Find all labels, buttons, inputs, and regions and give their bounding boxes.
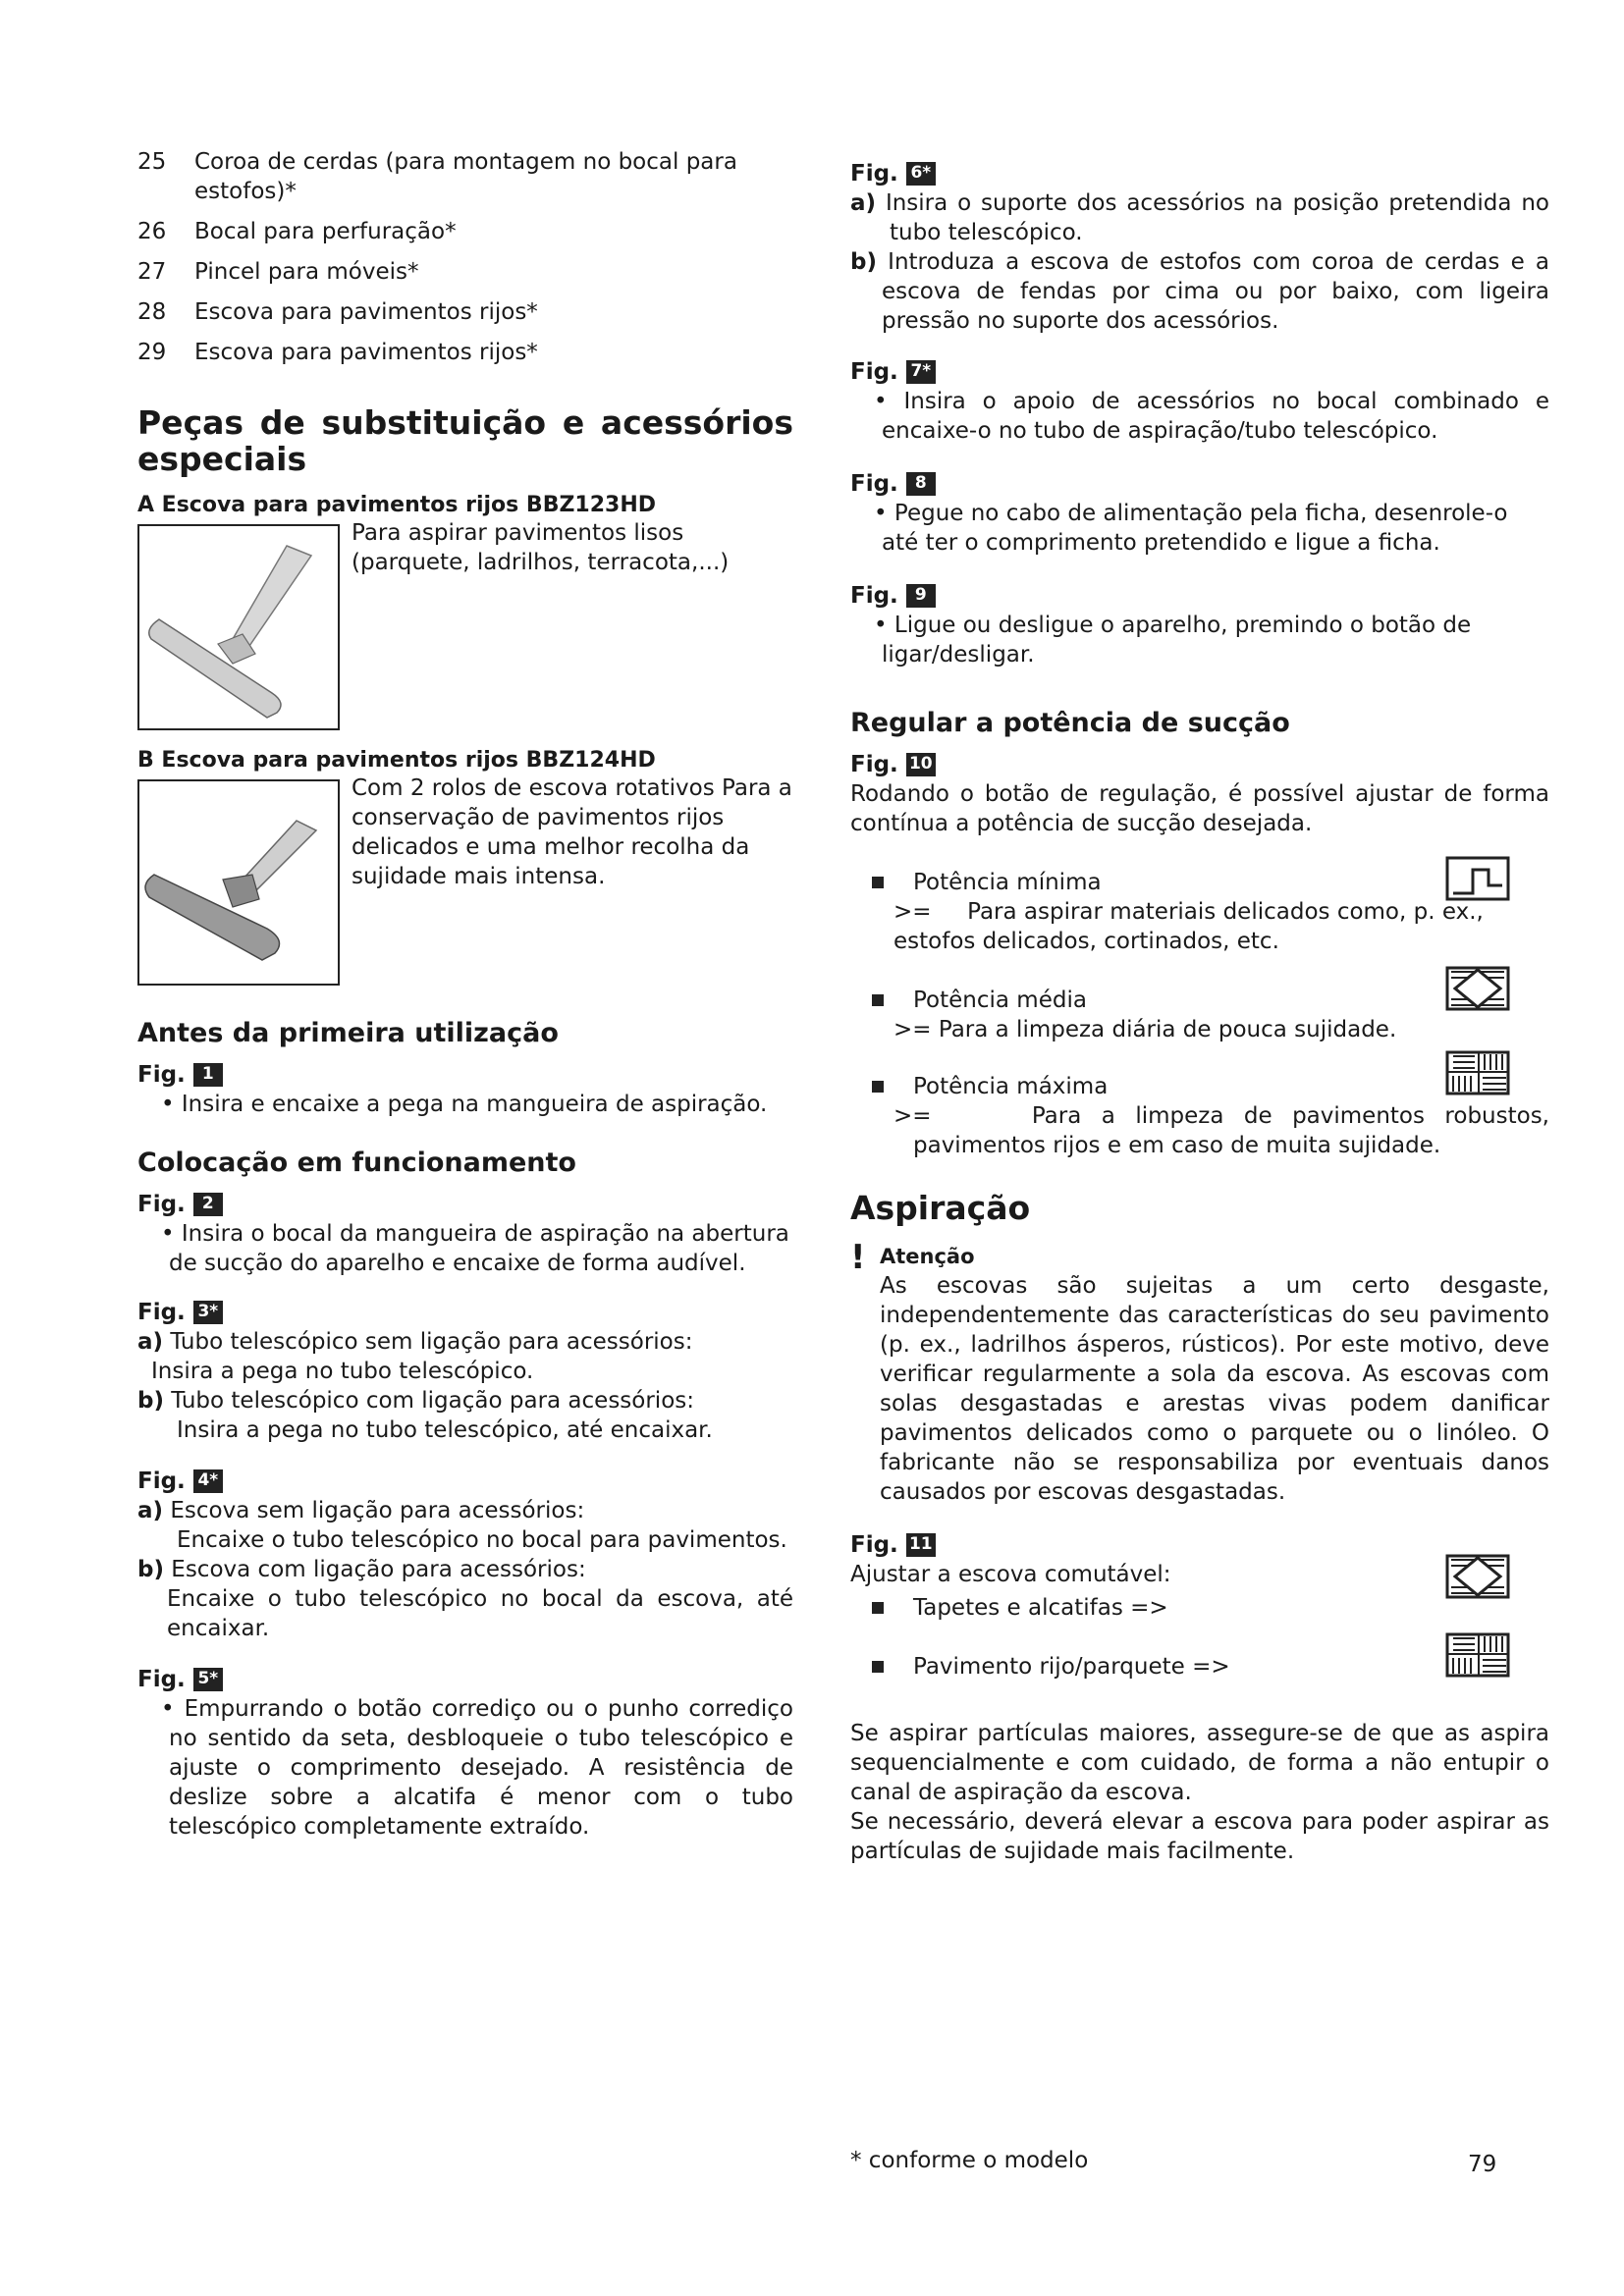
minimum-power-icon bbox=[1445, 856, 1510, 901]
fig-3-a2: Insira a pega no tubo telescópico. bbox=[151, 1359, 534, 1384]
fig-3-a: a) Tubo telescópico sem ligação para acessórios: bbox=[137, 1329, 693, 1355]
fig-text: Fig. bbox=[850, 161, 898, 187]
item-text: Bocal para perfuração* bbox=[194, 219, 457, 244]
item-number: 26 bbox=[137, 219, 167, 244]
carpet-label: Tapetes e alcatifas => bbox=[913, 1595, 1168, 1621]
floor-brush-image bbox=[137, 524, 340, 730]
suction-intro: Rodando o botão de regulação, é possível ajustar de forma contínua a potência de sucção desejada. bbox=[850, 781, 1549, 836]
footnote: * conforme o modelo bbox=[850, 2148, 1089, 2173]
operation-heading: Colocação em funcionamento bbox=[137, 1148, 576, 1178]
fig-6-b: b) Introduza a escova de estofos com coroa de cerdas e a escova de fendas por cima ou por baixo, com ligeira pressão no suporte dos acessórios. bbox=[850, 249, 1549, 334]
brush-hard-floor bbox=[872, 1652, 1549, 1682]
parts-list bbox=[137, 147, 793, 367]
fig-number-badge: 10 bbox=[906, 753, 936, 776]
fig-text: Fig. bbox=[137, 1062, 186, 1088]
fig-8-text: • Pegue no cabo de alimentação pela ficha, desenrole-o até ter o comprimento pretendido e ligue a ficha. bbox=[874, 501, 1508, 556]
list-item bbox=[137, 147, 793, 206]
hard-floor-label: Pavimento rijo/parquete => bbox=[913, 1654, 1230, 1680]
accessory-b-title: B Escova para pavimentos rijos BBZ124HD bbox=[137, 748, 656, 773]
accessory-a-desc: Para aspirar pavimentos lisos (parquete, ladrilhos, terracota,...) bbox=[352, 520, 730, 575]
item-text: Pincel para móveis* bbox=[194, 259, 419, 285]
fig-text: Fig. bbox=[850, 1532, 898, 1558]
fig-text: Fig. bbox=[850, 359, 898, 385]
fig-4-a: a) Escova sem ligação para acessórios: bbox=[137, 1498, 585, 1523]
item-text: Escova para pavimentos rijos* bbox=[194, 340, 538, 365]
tip-1: Se aspirar partículas maiores, assegure-se de que as aspira sequencialmente e com cuidado, de forma a não entupir o canal de aspiração da escova. bbox=[850, 1721, 1549, 1805]
list-item bbox=[137, 217, 793, 246]
fig-text: Fig. bbox=[137, 1300, 186, 1325]
fig-number-badge: 6* bbox=[906, 162, 936, 186]
fig-4-b: b) Escova com ligação para acessórios: bbox=[137, 1557, 586, 1582]
level-med bbox=[872, 986, 1549, 1015]
right-column bbox=[850, 147, 1549, 1866]
attention-text: As escovas são sujeitas a um certo desgaste, independentemente das características do seu pavimento (p. ex., ladrilhos ásperos, rústicos). Por este motivo, deve verificar regularmente a sola da escova. As escovas com solas desgastadas e arestas vivas podem danificar pavimentos delicados como o parquete ou o linóleo. O fabricante não se responsabiliza por eventuais danos causados por escovas desgastadas. bbox=[880, 1273, 1549, 1505]
bullet-square-icon bbox=[872, 1602, 884, 1614]
fig-number-badge: 8 bbox=[906, 472, 936, 496]
fig-4-label bbox=[137, 1467, 793, 1496]
level-min-desc: >= Para aspirar materiais delicados como, p. ex., estofos delicados, cortinados, etc. bbox=[893, 899, 1484, 954]
level-max-label: Potência máxima bbox=[913, 1074, 1109, 1099]
fig-text: Fig. bbox=[850, 471, 898, 497]
level-med-desc: >= Para a limpeza diária de pouca sujidade. bbox=[893, 1017, 1397, 1042]
level-min bbox=[872, 868, 1549, 897]
brush-carpet bbox=[872, 1593, 1549, 1623]
bullet-square-icon bbox=[872, 877, 884, 888]
fig-9-text: • Ligue ou desligue o aparelho, premindo o botão de ligar/desligar. bbox=[874, 613, 1472, 667]
bullet-square-icon bbox=[872, 1661, 884, 1673]
rotary-brush-illustration bbox=[139, 781, 338, 984]
fig-3-b2: Insira a pega no tubo telescópico, até encaixar. bbox=[177, 1417, 713, 1443]
fig-7-label bbox=[850, 357, 1549, 387]
item-number: 29 bbox=[137, 340, 167, 365]
list-item bbox=[137, 338, 793, 367]
item-text: Escova para pavimentos rijos* bbox=[194, 299, 538, 325]
fig-number-badge: 11 bbox=[906, 1533, 936, 1557]
fig-8-label bbox=[850, 469, 1549, 499]
rotary-brush-image bbox=[137, 779, 340, 986]
fig-4-a2: Encaixe o tubo telescópico no bocal para pavimentos. bbox=[177, 1527, 787, 1553]
bullet-square-icon bbox=[872, 1081, 884, 1093]
item-text: Coroa de cerdas (para montagem no bocal para estofos)* bbox=[194, 149, 737, 204]
page-number: 79 bbox=[1468, 2152, 1497, 2177]
fig-9-label bbox=[850, 581, 1549, 611]
attention-label: Atenção bbox=[880, 1245, 975, 1268]
fig-3-b: b) Tubo telescópico com ligação para acessórios: bbox=[137, 1388, 695, 1414]
bullet-square-icon bbox=[872, 994, 884, 1006]
fig-text: Fig. bbox=[850, 583, 898, 609]
accessory-a bbox=[137, 520, 793, 730]
vacuuming-heading: Aspiração bbox=[850, 1189, 1031, 1227]
left-column bbox=[137, 147, 793, 1842]
accessory-b-desc: Com 2 rolos de escova rotativos Para a conservação de pavimentos rijos delicados e uma melhor recolha da sujidade mais intensa. bbox=[352, 775, 792, 889]
fig-1-label bbox=[137, 1060, 793, 1090]
level-min-label: Potência mínima bbox=[913, 870, 1102, 895]
fig-number-badge: 2 bbox=[193, 1193, 223, 1216]
fig-7-text: • Insira o apoio de acessórios no bocal combinado e encaixe-o no tubo de aspiração/tubo telescópico. bbox=[874, 389, 1549, 444]
fig-1-text: • Insira e encaixe a pega na mangueira de aspiração. bbox=[161, 1092, 768, 1117]
hard-floor-icon bbox=[1445, 1632, 1510, 1678]
medium-power-icon bbox=[1445, 966, 1510, 1011]
fig-text: Fig. bbox=[850, 752, 898, 777]
item-number: 27 bbox=[137, 259, 167, 285]
attention-block bbox=[850, 1238, 1549, 1507]
maximum-power-icon bbox=[1445, 1050, 1510, 1095]
warning-icon: ! bbox=[850, 1238, 866, 1277]
level-max-desc: >= Para a limpeza de pavimentos robustos, pavimentos rijos e em caso de muita sujidade. bbox=[893, 1103, 1549, 1158]
fig-text: Fig. bbox=[137, 1192, 186, 1217]
fig-number-badge: 7* bbox=[906, 360, 936, 384]
floor-brush-illustration bbox=[139, 526, 338, 728]
fig-4-b2: Encaixe o tubo telescópico no bocal da escova, até encaixar. bbox=[167, 1586, 793, 1641]
fig-number-badge: 5* bbox=[193, 1668, 223, 1691]
fig-3-label bbox=[137, 1298, 793, 1327]
carpet-icon bbox=[1445, 1554, 1510, 1599]
fig-number-badge: 9 bbox=[906, 584, 936, 608]
fig-number-badge: 4* bbox=[193, 1469, 223, 1493]
tip-2: Se necessário, deverá elevar a escova para poder aspirar as partículas de sujidade mais facilmente. bbox=[850, 1809, 1549, 1864]
fig-number-badge: 3* bbox=[193, 1301, 223, 1324]
fig-2-label bbox=[137, 1190, 793, 1219]
first-use-heading: Antes da primeira utilização bbox=[137, 1018, 559, 1048]
list-item bbox=[137, 257, 793, 287]
fig-10-label bbox=[850, 750, 1549, 779]
accessory-b bbox=[137, 775, 793, 986]
level-med-label: Potência média bbox=[913, 988, 1087, 1013]
fig-number-badge: 1 bbox=[193, 1063, 223, 1087]
fig-5-label bbox=[137, 1665, 793, 1694]
item-number: 25 bbox=[137, 149, 167, 175]
adjust-intro: Ajustar a escova comutável: bbox=[850, 1562, 1171, 1587]
fig-text: Fig. bbox=[137, 1667, 186, 1692]
fig-6-label bbox=[850, 159, 1549, 188]
accessories-heading: Peças de substituição e acessórios especiais bbox=[137, 403, 793, 478]
fig-6-a: a) Insira o suporte dos acessórios na posição pretendida no tubo telescópico. bbox=[850, 190, 1549, 245]
item-number: 28 bbox=[137, 299, 167, 325]
accessory-a-title: A Escova para pavimentos rijos BBZ123HD bbox=[137, 493, 657, 517]
level-max bbox=[872, 1072, 1549, 1101]
list-item bbox=[137, 297, 793, 327]
suction-heading: Regular a potência de sucção bbox=[850, 708, 1290, 738]
fig-5-text: • Empurrando o botão corrediço ou o punho corrediço no sentido da seta, desbloqueie o tubo telescópico e ajuste o comprimento desejado. A resistência de deslize sobre a alcatifa é menor com o tubo telescópico completamente extraído. bbox=[161, 1696, 793, 1840]
fig-2-text: • Insira o bocal da mangueira de aspiração na abertura de sucção do aparelho e encaixe de forma audível. bbox=[161, 1221, 789, 1276]
fig-text: Fig. bbox=[137, 1468, 186, 1494]
